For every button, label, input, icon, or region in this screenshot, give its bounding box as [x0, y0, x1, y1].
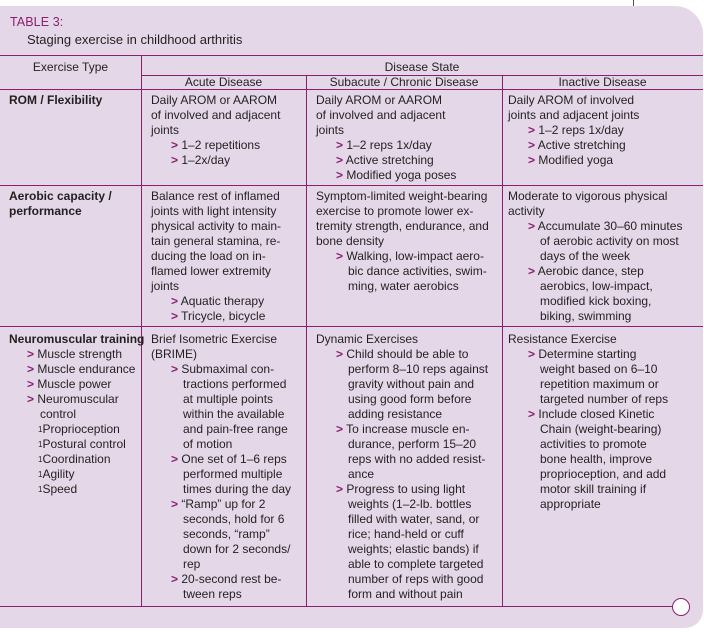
bullet-item	[151, 153, 280, 168]
chevron-icon: >	[27, 347, 35, 361]
text-line: of involved and adjacent	[151, 108, 281, 122]
bullet-continuation: repetition maximum or	[540, 377, 659, 391]
sub-item-text: Postural control	[42, 437, 126, 451]
text-line: joints	[316, 123, 345, 137]
bullet-item	[316, 168, 456, 183]
sub-marker: 1	[38, 440, 43, 449]
text-line: Symptom-limited weight-bearing	[316, 189, 488, 203]
bullet-item	[508, 264, 682, 279]
bullet-continuation: weights (1–2-lb. bottles	[348, 497, 472, 511]
bullet-continuation: bic dance activities, swim-	[348, 264, 487, 278]
bullet-continuation: tween reps	[183, 587, 242, 601]
bullet-item	[9, 362, 144, 377]
chevron-icon: >	[336, 153, 344, 167]
text-line: flamed lower extremity	[151, 264, 272, 278]
sub-item-text: Coordination	[42, 452, 111, 466]
bullet-item	[316, 482, 488, 497]
row-divider-1	[0, 185, 703, 186]
text-line: joints and adjacent joints	[508, 108, 640, 122]
bullet-continuation: targeted number of reps	[540, 392, 669, 406]
bullet-continuation: times during the day	[183, 482, 292, 496]
bullet-text: Muscle endurance	[37, 362, 136, 376]
cell-rom-acute	[151, 93, 280, 168]
bullet-continuation: aerobics, low-impact,	[540, 279, 653, 293]
bullet-item	[151, 572, 291, 587]
bullet-text: Aerobic dance, step	[537, 264, 644, 278]
bullet-continuation: number of reps with good	[348, 572, 484, 586]
bullet-item	[151, 294, 281, 309]
text-line: Moderate to vigorous physical	[508, 189, 668, 203]
bullet-text: Neuromuscular	[37, 392, 119, 406]
chevron-icon: >	[171, 294, 179, 308]
chevron-icon: >	[336, 249, 344, 263]
bullet-text: To increase muscle en-	[346, 422, 470, 436]
bullet-item	[508, 138, 639, 153]
bullet-continuation: perform 8–10 reps against	[348, 362, 489, 376]
text-line: activity	[508, 204, 545, 218]
table-number: TABLE 3:	[10, 15, 64, 29]
cell-neuro-inactive	[508, 332, 668, 512]
text-line: Dynamic Exercises	[316, 332, 419, 346]
bullet-item	[316, 422, 488, 437]
chevron-icon: >	[171, 153, 179, 167]
bullet-continuation: bone health, improve	[540, 452, 653, 466]
bullet-item	[151, 497, 291, 512]
bullet-item	[151, 138, 280, 153]
bullet-text: Modified yoga poses	[346, 168, 457, 182]
bullet-text: Accumulate 30–60 minutes	[537, 219, 683, 233]
text-line: ducing the load on in-	[151, 249, 266, 263]
bullet-text: Determine starting	[538, 347, 637, 361]
chevron-icon: >	[171, 362, 179, 376]
chevron-icon: >	[528, 123, 536, 137]
bullet-continuation: rice; hand-held or cuff	[348, 527, 464, 541]
chevron-icon: >	[171, 452, 179, 466]
sub-marker: 1	[38, 425, 43, 434]
bullet-continuation: ance	[348, 467, 375, 481]
bullet-item	[151, 362, 291, 377]
row-label-rom: ROM / Flexibility	[9, 93, 103, 107]
bullet-text: Submaximal con-	[181, 362, 275, 376]
chevron-icon: >	[171, 309, 179, 323]
chevron-icon: >	[336, 347, 344, 361]
chevron-icon: >	[27, 362, 35, 376]
bullet-continuation: proprioception, and add	[540, 467, 667, 481]
sub-item-text: Proprioception	[42, 422, 120, 436]
bullet-continuation: able to complete targeted	[348, 557, 484, 571]
bullet-continuation: using good form before	[348, 392, 472, 406]
bullet-continuation: motor skill training if	[540, 482, 647, 496]
bullet-continuation: control	[40, 407, 77, 421]
chevron-icon: >	[336, 482, 344, 496]
bullet-continuation: of motion	[183, 437, 233, 451]
row-label-title: Neuromuscular training	[9, 332, 145, 346]
text-line: of involved and adjacent	[316, 108, 446, 122]
col-divider-1	[141, 55, 142, 606]
text-line: tremity strength, endurance, and	[316, 219, 489, 233]
text-line: Resistance Exercise	[508, 332, 617, 346]
bullet-continuation: within the available	[183, 407, 285, 421]
sub-item	[9, 467, 144, 482]
text-line: joints with light intensity	[151, 204, 277, 218]
corner-circle-icon	[672, 598, 690, 616]
chevron-icon: >	[528, 407, 536, 421]
header-acute: Acute Disease	[184, 75, 263, 89]
bullet-item	[316, 347, 488, 362]
sub-marker: 1	[38, 485, 43, 494]
bullet-text: Include closed Kinetic	[538, 407, 655, 421]
bullet-continuation: Chain (weight-bearing)	[540, 422, 662, 436]
header-subacute: Subacute / Chronic Disease	[329, 75, 479, 89]
text-line: joints	[151, 123, 180, 137]
bullet-item	[508, 407, 668, 422]
chevron-icon: >	[27, 392, 35, 406]
bullet-item	[151, 452, 291, 467]
text-line: exercise to promote lower ex-	[316, 204, 474, 218]
bullet-item	[9, 347, 144, 362]
chevron-icon: >	[336, 168, 344, 182]
bullet-item	[316, 138, 456, 153]
chevron-icon: >	[528, 347, 536, 361]
bullet-continuation: filled with water, sand, or	[348, 512, 480, 526]
sub-marker: 1	[38, 455, 43, 464]
bullet-text: “Ramp” up for 2	[181, 497, 266, 511]
bullet-continuation: of aerobic activity on most	[540, 234, 679, 248]
bullet-continuation: weight based on 6–10	[540, 362, 658, 376]
text-line: bone density	[316, 234, 385, 248]
bullet-text: 1–2x/day	[181, 153, 231, 167]
col-divider-3	[502, 75, 503, 606]
bullet-continuation: seconds, hold for 6	[183, 512, 285, 526]
bullet-continuation: reps with no added resist-	[348, 452, 486, 466]
bullet-continuation: rep	[183, 557, 201, 571]
bullet-continuation: adding resistance	[348, 407, 443, 421]
bullet-text: Active stretching	[345, 153, 434, 167]
sub-item	[9, 422, 144, 437]
bullet-continuation: ming, water aerobics	[348, 279, 459, 293]
text-line: joints	[151, 279, 180, 293]
bullet-item	[151, 309, 281, 324]
bullet-continuation: modified kick boxing,	[540, 294, 652, 308]
cell-neuro-subacute	[316, 332, 488, 602]
bullet-text: One set of 1–6 reps	[181, 452, 287, 466]
bullet-text: Muscle power	[37, 377, 112, 391]
bullet-text: 1–2 reps 1x/day	[346, 138, 432, 152]
cell-aerobic-inactive	[508, 189, 682, 324]
cell-aerobic-subacute	[316, 189, 489, 294]
chevron-icon: >	[336, 138, 344, 152]
bullet-item	[508, 347, 668, 362]
cell-rom-subacute	[316, 93, 456, 183]
sub-item	[9, 452, 144, 467]
chevron-icon: >	[528, 219, 536, 233]
chevron-icon: >	[171, 138, 179, 152]
header-disease-state: Disease State	[384, 60, 460, 74]
bullet-item	[508, 153, 639, 168]
bullet-text: 20-second rest be-	[181, 572, 282, 586]
sub-item-text: Agility	[42, 467, 75, 481]
bullet-continuation: durance, perform 15–20	[348, 437, 477, 451]
text-line: Daily AROM or AAROM	[151, 93, 278, 107]
text-line: Daily AROM of involved	[508, 93, 635, 107]
chevron-icon: >	[528, 264, 536, 278]
bullet-continuation: at multiple points	[183, 392, 274, 406]
bullet-text: Active stretching	[537, 138, 626, 152]
header-exercise-type: Exercise Type	[32, 60, 109, 74]
sub-item-text: Speed	[42, 482, 78, 496]
chevron-icon: >	[528, 138, 536, 152]
row-label-line: performance	[9, 204, 82, 218]
bullet-continuation: weights; elastic bands) if	[348, 542, 479, 556]
bullet-continuation: activities to promote	[540, 437, 647, 451]
bullet-continuation: tractions performed	[183, 377, 287, 391]
bullet-text: Progress to using light	[346, 482, 466, 496]
cell-neuro-acute	[151, 332, 291, 602]
chevron-icon: >	[336, 422, 344, 436]
row-label-aerobic	[9, 189, 112, 219]
cell-aerobic-acute	[151, 189, 281, 324]
bullet-item	[508, 123, 639, 138]
sub-item	[9, 437, 144, 452]
bullet-continuation: down for 2 seconds/	[183, 542, 291, 556]
bullet-text: Tricycle, bicycle	[181, 309, 266, 323]
table-title: Staging exercise in childhood arthritis	[27, 32, 243, 47]
bullet-item	[9, 392, 144, 407]
bullet-item	[508, 219, 682, 234]
text-line: Balance rest of inflamed	[151, 189, 280, 203]
header-rule-top	[0, 55, 703, 56]
bullet-text: 1–2 repetitions	[181, 138, 261, 152]
bullet-text: Walking, low-impact aero-	[346, 249, 484, 263]
bullet-text: 1–2 reps 1x/day	[538, 123, 624, 137]
bullet-continuation: and pain-free range	[183, 422, 288, 436]
bullet-continuation: biking, swimming	[540, 309, 632, 323]
row-label-neuro	[9, 332, 144, 497]
row-divider-2	[0, 326, 703, 327]
bullet-text: Modified yoga	[538, 153, 614, 167]
bullet-text: Child should be able to	[346, 347, 469, 361]
chevron-icon: >	[27, 377, 35, 391]
bullet-continuation: form and without pain	[348, 587, 463, 601]
text-line: tain general stamina, re-	[151, 234, 281, 248]
header-inactive: Inactive Disease	[558, 75, 647, 89]
chevron-icon: >	[171, 497, 179, 511]
bullet-item	[316, 249, 489, 264]
chevron-icon: >	[171, 572, 179, 586]
col-divider-2	[306, 75, 307, 606]
bullet-continuation: days of the week	[540, 249, 631, 263]
table-bottom-rule	[0, 606, 672, 607]
bullet-text: Muscle strength	[37, 347, 123, 361]
bullet-continuation: gravity without pain and	[348, 377, 475, 391]
sub-item	[9, 482, 144, 497]
bullet-text: Aquatic therapy	[180, 294, 265, 308]
row-label-line: Aerobic capacity /	[9, 189, 112, 203]
text-line: Brief Isometric Exercise	[151, 332, 278, 346]
bullet-continuation: seconds, “ramp”	[183, 527, 270, 541]
cell-rom-inactive	[508, 93, 639, 168]
text-line: Daily AROM or AAROM	[316, 93, 443, 107]
text-line: (BRIME)	[151, 347, 197, 361]
bullet-item	[9, 377, 144, 392]
bullet-item	[316, 153, 456, 168]
sub-marker: 1	[38, 470, 43, 479]
chevron-icon: >	[528, 153, 536, 167]
text-line: physical activity to main-	[151, 219, 282, 233]
bullet-continuation: performed multiple	[183, 467, 283, 481]
bullet-continuation: appropriate	[540, 497, 601, 511]
